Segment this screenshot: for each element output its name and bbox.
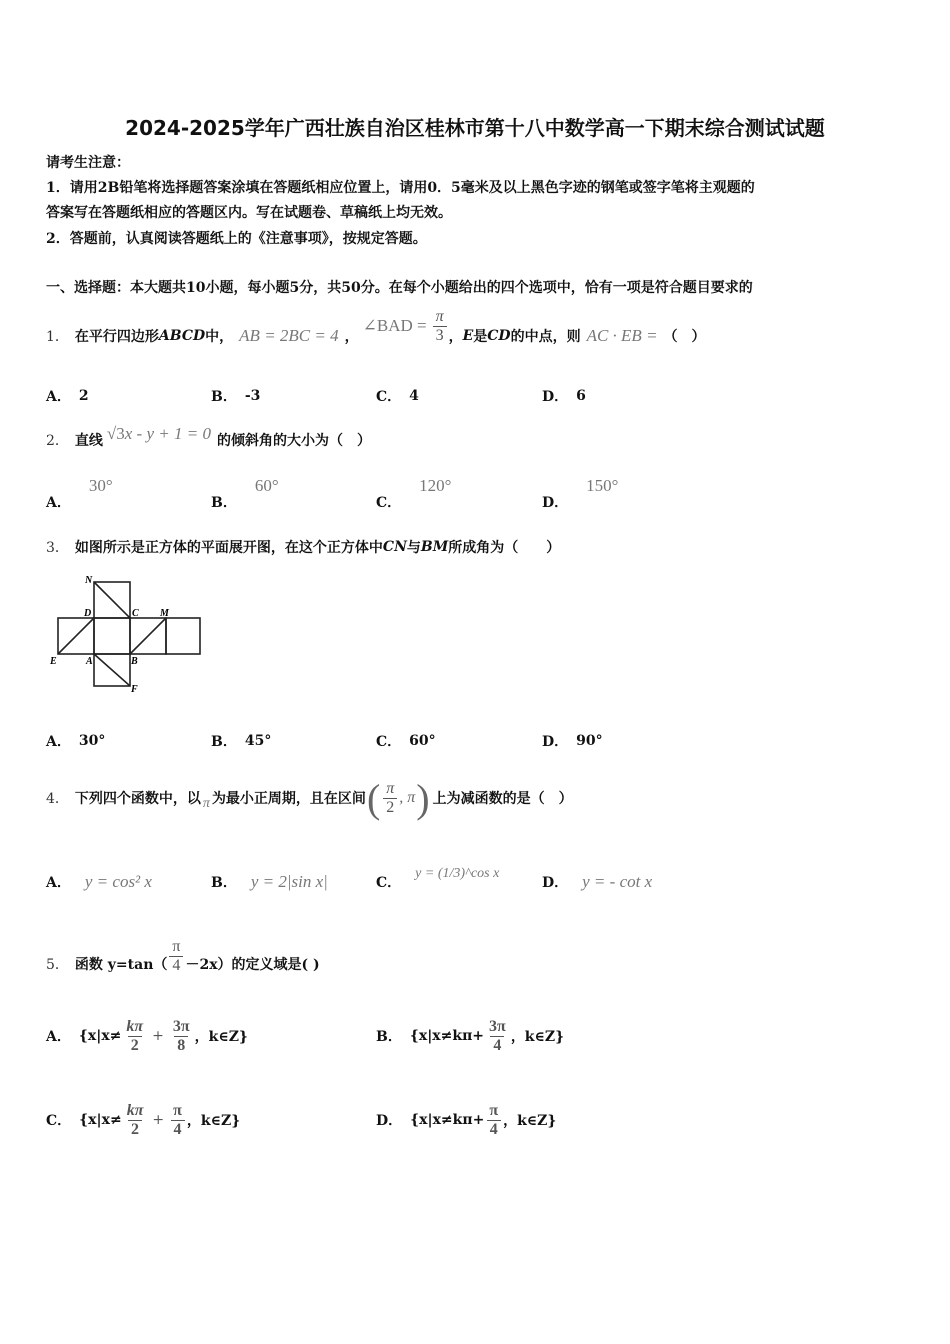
label-a: A [86,656,93,667]
q5-option-b: B． {x|x≠kπ+ $\frac{3\pi}{4}$ ，k∈Z} [376,1018,565,1054]
math-fraction: $\frac{\pi}{3}$ [433,308,447,344]
q3-option-b: B． 45° [211,733,272,750]
interval-right-paren: ) [416,775,430,821]
question-text: 如图所示是正方体的平面展开图，在这个正方体中 [74,540,383,556]
option-fraction: $\frac{k\pi}{2}$ [126,1102,144,1138]
interval-fraction: $\frac{\pi}{2}$ [383,780,397,816]
math-expression: x - y + 1 = 0 [124,424,211,443]
interval-end: , π [399,789,416,806]
diagonal-ed [58,618,94,654]
q4-option-a: A． y = cos² x [46,872,152,891]
label-d: D [84,608,92,619]
q1-option-c: C． 4 [376,388,419,405]
math-var: E [462,328,474,344]
math-expression: AB = 2BC = 4 [239,326,339,345]
q2-option-d: D． 150° [542,476,619,511]
question-text: 的中点，则 [510,329,581,345]
question-text: 上为减函数的是（ ） [432,791,573,807]
notice-heading: 请考生注意： [46,155,130,171]
net-square-far-right [166,618,200,654]
math-fraction: $\frac{\pi}{4}$ [169,938,183,974]
math-var: CN [382,539,407,555]
question-2 [46,422,371,458]
question-number: 1． [46,329,69,345]
math-expression: AC · EB = [586,326,658,345]
diagonal-af [94,654,130,686]
question-3 [46,537,560,557]
diagonal-bm [130,618,166,654]
q1-option-d: D． 6 [542,388,586,405]
math-var: CD [487,328,511,344]
question-paren: （ ） [663,329,706,345]
q5-option-a: A． {x|x≠ $\frac{k\pi}{2}$ + $\frac{3\pi}{8}$ ，k∈Z} [46,1018,248,1054]
question-4 [46,768,573,828]
page-title: 2024-2025学年广西壮族自治区桂林市第十八中数学高一下期末综合测试试题 [125,116,825,140]
question-number: 5． [46,957,69,973]
q4-option-c: C． y = (1/3)^cos x [376,866,500,891]
question-text: 与 [406,540,421,556]
question-text: ， [448,329,463,345]
label-f: F [131,684,138,695]
option-fraction: $\frac{3\pi}{8}$ [172,1018,190,1054]
option-fraction: $\frac{\pi}{4}$ [170,1102,185,1138]
q3-option-a: A． 30° [46,733,106,750]
cube-net-figure [44,572,204,696]
section-heading: 一、选择题：本大题共10小题，每小题5分，共50分。在每个小题给出的四个选项中，恰有一项是符合题目要求的 [46,280,753,296]
q4-option-d: D． y = - cot x [542,872,653,891]
question-number: 4． [46,791,69,807]
interval-left-paren: ( [366,775,381,821]
net-square-center [94,618,130,654]
question-5 [46,934,320,994]
label-m: M [160,608,169,619]
question-1 [46,305,706,367]
question-text: 下列四个函数中，以 [74,791,201,807]
math-var: ABCD [158,328,206,344]
label-b: B [131,656,138,667]
notice-item-1-line-2: 答案写在答题纸相应的答题区内。写在试题卷、草稿纸上均无效。 [46,205,452,221]
question-text: ， [344,329,359,345]
question-text: 中， [205,329,234,345]
question-text: 直线 [74,433,103,449]
label-e: E [50,656,57,667]
q2-option-c: C． 120° [376,476,452,511]
q2-option-b: B． 60° [211,476,279,511]
diagonal-nc [94,582,130,618]
question-text: 为最小正周期，且在区间 [211,791,366,807]
math-pi: π [202,796,210,811]
notice-item-2: 2．答题前，认真阅读答题纸上的《注意事项》，按规定答题。 [46,231,427,247]
q2-option-a: A． 30° [46,476,113,511]
option-fraction: $\frac{k\pi}{2}$ [126,1018,144,1054]
question-text: 的倾斜角的大小为（ ） [216,433,371,449]
question-text: －2x）的定义域是( ) [185,957,320,973]
option-fraction: $\frac{3\pi}{4}$ [489,1018,506,1054]
label-n: N [85,575,93,586]
q1-option-a: A． 2 [46,388,89,405]
q5-option-d: D． {x|x≠kπ+ $\frac{\pi}{4}$ ，k∈Z} [376,1102,557,1138]
question-text: 是 [473,329,488,345]
option-fraction: $\frac{\pi}{4}$ [486,1102,501,1138]
math-expression: ∠BAD = [362,316,427,335]
label-c: C [132,608,139,619]
question-number: 3． [46,540,69,556]
notice-item-1-line-1: 1．请用2B铅笔将选择题答案涂填在答题纸相应位置上，请用0．5毫米及以上黑色字迹的钢笔或签字笔将主观题的 [46,180,755,196]
question-number: 2． [46,433,69,449]
q5-option-c: C． {x|x≠ $\frac{k\pi}{2}$ + $\frac{\pi}{4}$ ，k∈Z} [46,1102,241,1138]
q3-option-c: C． 60° [376,733,436,750]
question-text: 在平行四边形 [74,329,159,345]
q4-option-b: B． y = 2|sin x| [211,872,328,891]
question-text: 函数 y=tan（ [74,957,168,973]
q3-option-d: D． 90° [542,733,603,750]
q1-option-b: B． -3 [211,388,261,405]
question-text: 所成角为（ ） [448,540,561,556]
math-sqrt: √3 [106,424,125,443]
math-var: BM [420,539,449,555]
